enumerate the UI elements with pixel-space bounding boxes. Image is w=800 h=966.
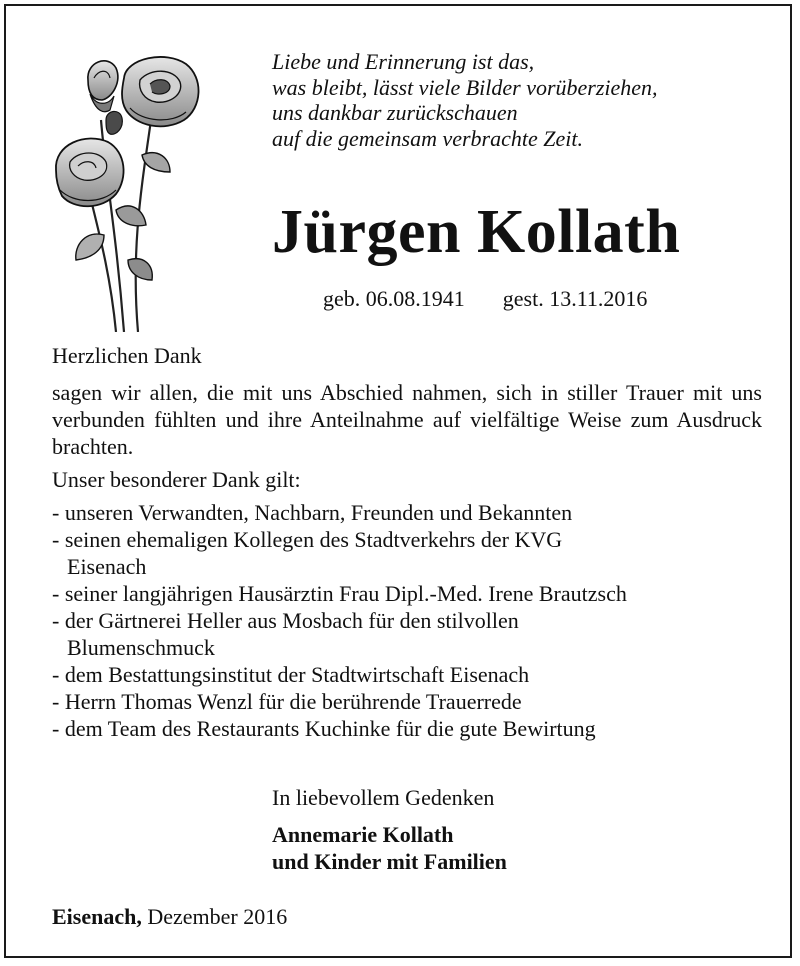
list-item: - dem Team des Restaurants Kuchinke für die gute Bewirtung — [52, 716, 596, 741]
death-date: gest. 13.11.2016 — [502, 286, 648, 311]
memorial-poem — [272, 49, 658, 151]
poem-line: auf die gemeinsam verbrachte Zeit. — [272, 125, 583, 151]
life-dates — [323, 286, 647, 312]
deceased-name: Jürgen Kollath — [272, 198, 681, 266]
list-item: - seinen ehemaligen Kollegen des Stadtverkehrs der KVG Eisenach — [52, 527, 563, 579]
poem-line: uns dankbar zurückschauen — [272, 100, 518, 125]
thanks-list — [52, 499, 762, 742]
list-item: - Herrn Thomas Wenzl für die berührende Trauerrede — [52, 689, 522, 714]
roses-illustration — [46, 50, 206, 332]
thank-you-text — [52, 342, 762, 742]
poem-line: was bleibt, lässt viele Bilder vorüberziehen, — [272, 74, 658, 100]
list-item: - seiner langjährigen Hausärztin Frau Dipl.-Med. Irene Brautzsch — [52, 581, 627, 606]
place-city: Eisenach, — [52, 904, 142, 929]
thanks-paragraph: sagen wir allen, die mit uns Abschied nahmen, sich in stiller Trauer mit uns verbunden fühlten und ihre Anteilnahme auf vielfältige Weise zum Ausdruck brachten. — [52, 380, 762, 459]
list-item: - unseren Verwandten, Nachbarn, Freunden und Bekannten — [52, 500, 573, 525]
notice-frame — [4, 4, 792, 958]
closing-block — [272, 784, 507, 875]
place-and-date — [52, 904, 287, 930]
poem-line: Liebe und Erinnerung ist das, — [272, 49, 535, 74]
list-item: - dem Bestattungsinstitut der Stadtwirtschaft Eisenach — [52, 662, 530, 687]
thanks-intro: Unser besonderer Dank gilt: — [52, 467, 301, 492]
greeting: Herzlichen Dank — [52, 343, 202, 368]
memory-phrase: In liebevollem Gedenken — [272, 785, 495, 810]
list-item: - der Gärtnerei Heller aus Mosbach für den stilvollen Blumenschmuck — [52, 608, 519, 660]
signature-line: und Kinder mit Familien — [272, 849, 507, 874]
signature-line: Annemarie Kollath — [272, 822, 454, 847]
birth-date: geb. 06.08.1941 — [323, 286, 465, 311]
notice-date: Dezember 2016 — [147, 904, 288, 929]
